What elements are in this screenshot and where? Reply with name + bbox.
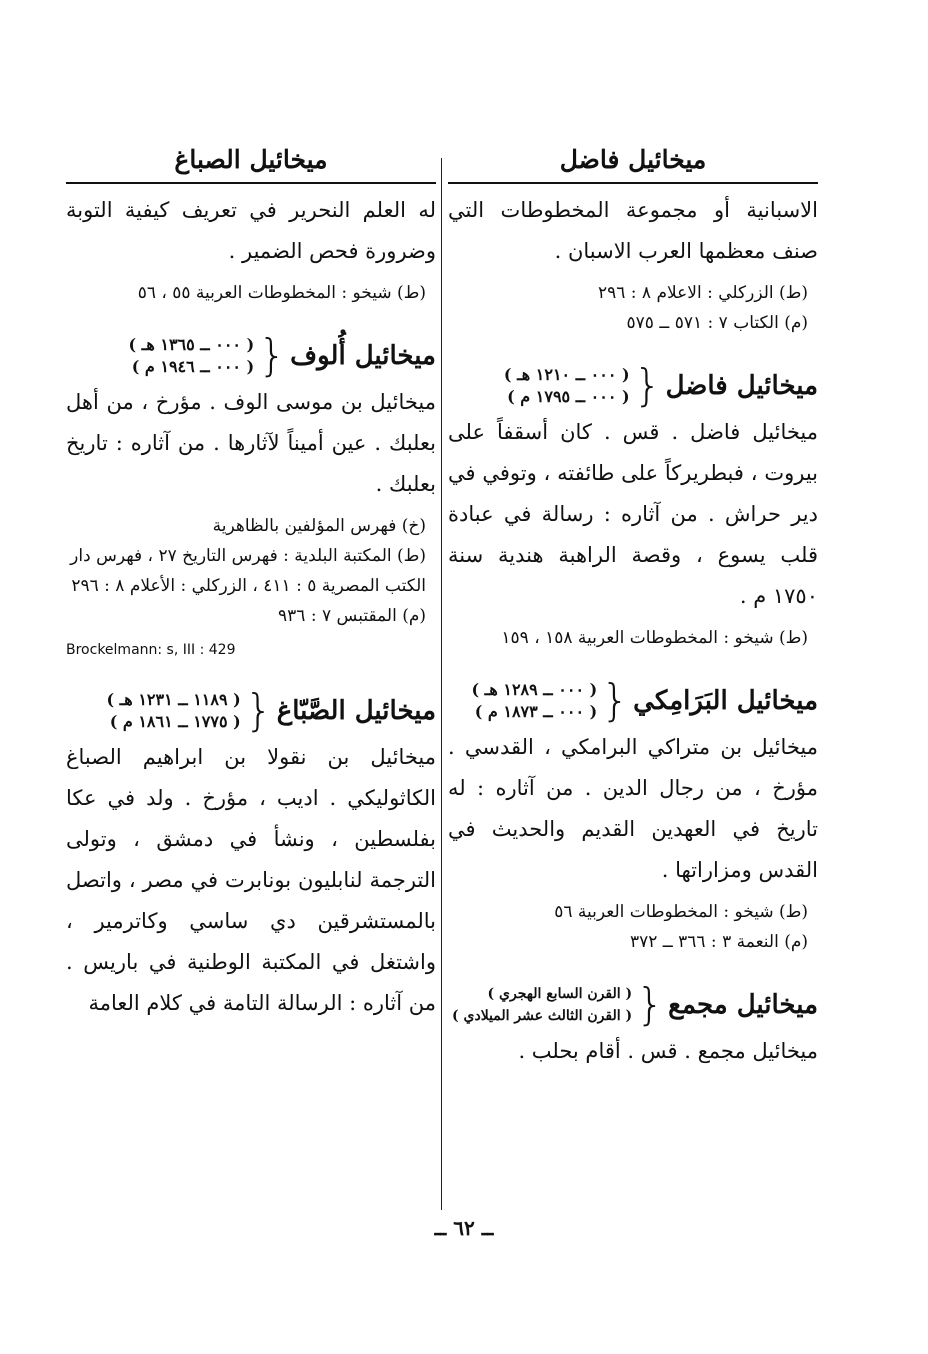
ref-line: (ط) المكتبة البلدية : فهرس التاريخ ٢٧ ، فهرس دار الكتب المصرية ٥ : ٤١١ ، الزركلي : الأعلام ٨ : ٢٩٦: [70, 546, 426, 596]
entry-dates: [129, 334, 255, 378]
date-hijri: ( ١١٨٩ ــ ١٢٣١ هـ ): [106, 690, 241, 709]
entry-heading-mujma: [448, 979, 818, 1030]
page-number: ــ ٦٢ ــ: [434, 1216, 494, 1240]
entry-text: ميخائيل بن نقولا بن ابراهيم الصباغ الكاثوليكي . اديب ، مؤرخ . ولد في عكا بفلسطين ، ونشأ في دمشق ، وتولى الترجمة لنابليون بونابرت في مصر ، واتصل بالمستشرقين دي ساسي وكاترمير ، واشتغل في المكتبة الوطنية في باريس . من آثاره : الرسالة التامة في كلام العامة: [66, 745, 436, 1015]
brace-icon: {: [258, 330, 287, 381]
date-gregorian: ( القرن الثالث عشر الميلادي ): [452, 1008, 633, 1024]
head-rule-right: [448, 182, 818, 184]
entry-refs: [448, 623, 818, 653]
column-divider: [441, 158, 442, 1210]
entry-heading-baramki: [448, 675, 818, 726]
entry-text: ميخائيل فاضل . قس . كان أسقفاً على بيروت ، فبطريركاً على طائفته ، وتوفي في دير حراش . من آثاره : رسالة في عبادة قلب يسوع ، وقصة الراهبة هندية سنة ١٧٥٠ م .: [448, 420, 818, 608]
entry-name: ميخائيل البَرَامِكي: [633, 686, 818, 716]
running-head-right: ميخائيل فاضل: [559, 145, 707, 174]
entry-heading-alouf: [66, 330, 436, 381]
date-hijri: ( ٠٠٠ ــ ١٢١٠ هـ ): [503, 365, 630, 384]
entry-text: ميخائيل بن موسى الوف . مؤرخ ، من أهل بعلبك . عين أميناً لآثارها . من آثاره : تاريخ بعلبك .: [66, 390, 436, 496]
brace-icon: {: [636, 979, 665, 1030]
brace-icon: {: [244, 685, 273, 736]
entry-refs: [448, 897, 818, 957]
latin-reference: Brockelmann: s, III : 429: [66, 642, 236, 658]
entry-heading-fadel: [448, 360, 818, 411]
refs-continued-left: [66, 278, 436, 308]
date-gregorian: ( ٠٠٠ ــ ١٨٧٣ م ): [474, 702, 598, 721]
entry-heading-sabbagh: [66, 685, 436, 736]
date-hijri: ( ٠٠٠ ــ ١٢٨٩ هـ ): [471, 680, 598, 699]
continued-text-right: الاسبانية أو مجموعة المخطوطات التي صنف معظمها العرب الاسبان .: [448, 198, 818, 263]
date-gregorian: ( ٠٠٠ ــ ١٧٩٥ م ): [507, 387, 630, 406]
ref-line: (ط) الزركلي : الاعلام ٨ : ٢٩٦: [597, 283, 808, 303]
entry-name: ميخائيل فاضل: [665, 371, 818, 401]
ref-line: (م) الكتاب ٧ : ٥٧١ ــ ٥٧٥: [626, 313, 808, 333]
entry-refs: [66, 511, 436, 663]
entry-name: ميخائيل مجمع: [668, 990, 818, 1020]
entry-dates: [452, 983, 632, 1027]
ref-line: (م) النعمة ٣ : ٣٦٦ ــ ٣٧٢: [629, 932, 808, 952]
entry-text: ميخائيل مجمع . قس . أقام بحلب .: [518, 1039, 818, 1063]
date-gregorian: ( ٠٠٠ ــ ١٩٤٦ م ): [131, 357, 255, 376]
entry-name: ميخائيل الصَّبّاغ: [276, 696, 436, 726]
date-gregorian: ( ١٧٧٥ ــ ١٨٦١ م ): [109, 712, 241, 731]
right-column: [448, 140, 818, 1072]
ref-line: (ط) شيخو : المخطوطات العربية ٥٦: [554, 902, 808, 922]
brace-icon: {: [601, 675, 630, 726]
left-column: [66, 140, 436, 1024]
entry-text: ميخائيل بن متراكي البرامكي ، القدسي . مؤرخ ، من رجال الدين . من آثاره : له تاريخ في العهدين القديم والحديث في القدس ومزاراتها .: [448, 735, 818, 882]
date-hijri: ( القرن السابع الهجري ): [487, 986, 633, 1002]
date-hijri: ( ٠٠٠ ــ ١٣٦٥ هـ ): [128, 335, 255, 354]
ref-line: (م) المقتبس ٧ : ٩٣٦: [278, 606, 426, 626]
ref-line: (ط) شيخو : المخطوطات العربية ٥٥ ، ٥٦: [137, 283, 426, 303]
brace-icon: {: [633, 360, 662, 411]
refs-continued-right: [448, 278, 818, 338]
head-rule-left: [66, 182, 436, 184]
entry-dates: [472, 679, 598, 723]
entry-name: ميخائيل أُلوف: [290, 341, 436, 371]
ref-line: (ط) شيخو : المخطوطات العربية ١٥٨ ، ١٥٩: [501, 628, 808, 648]
ref-line: (خ) فهرس المؤلفين بالظاهرية: [212, 516, 426, 536]
running-head-left: ميخائيل الصباغ: [174, 145, 328, 174]
entry-dates: [504, 364, 630, 408]
continued-text-left: له العلم النحرير في تعريف كيفية التوبة وضرورة فحص الضمير .: [66, 198, 436, 263]
entry-dates: [106, 689, 240, 733]
